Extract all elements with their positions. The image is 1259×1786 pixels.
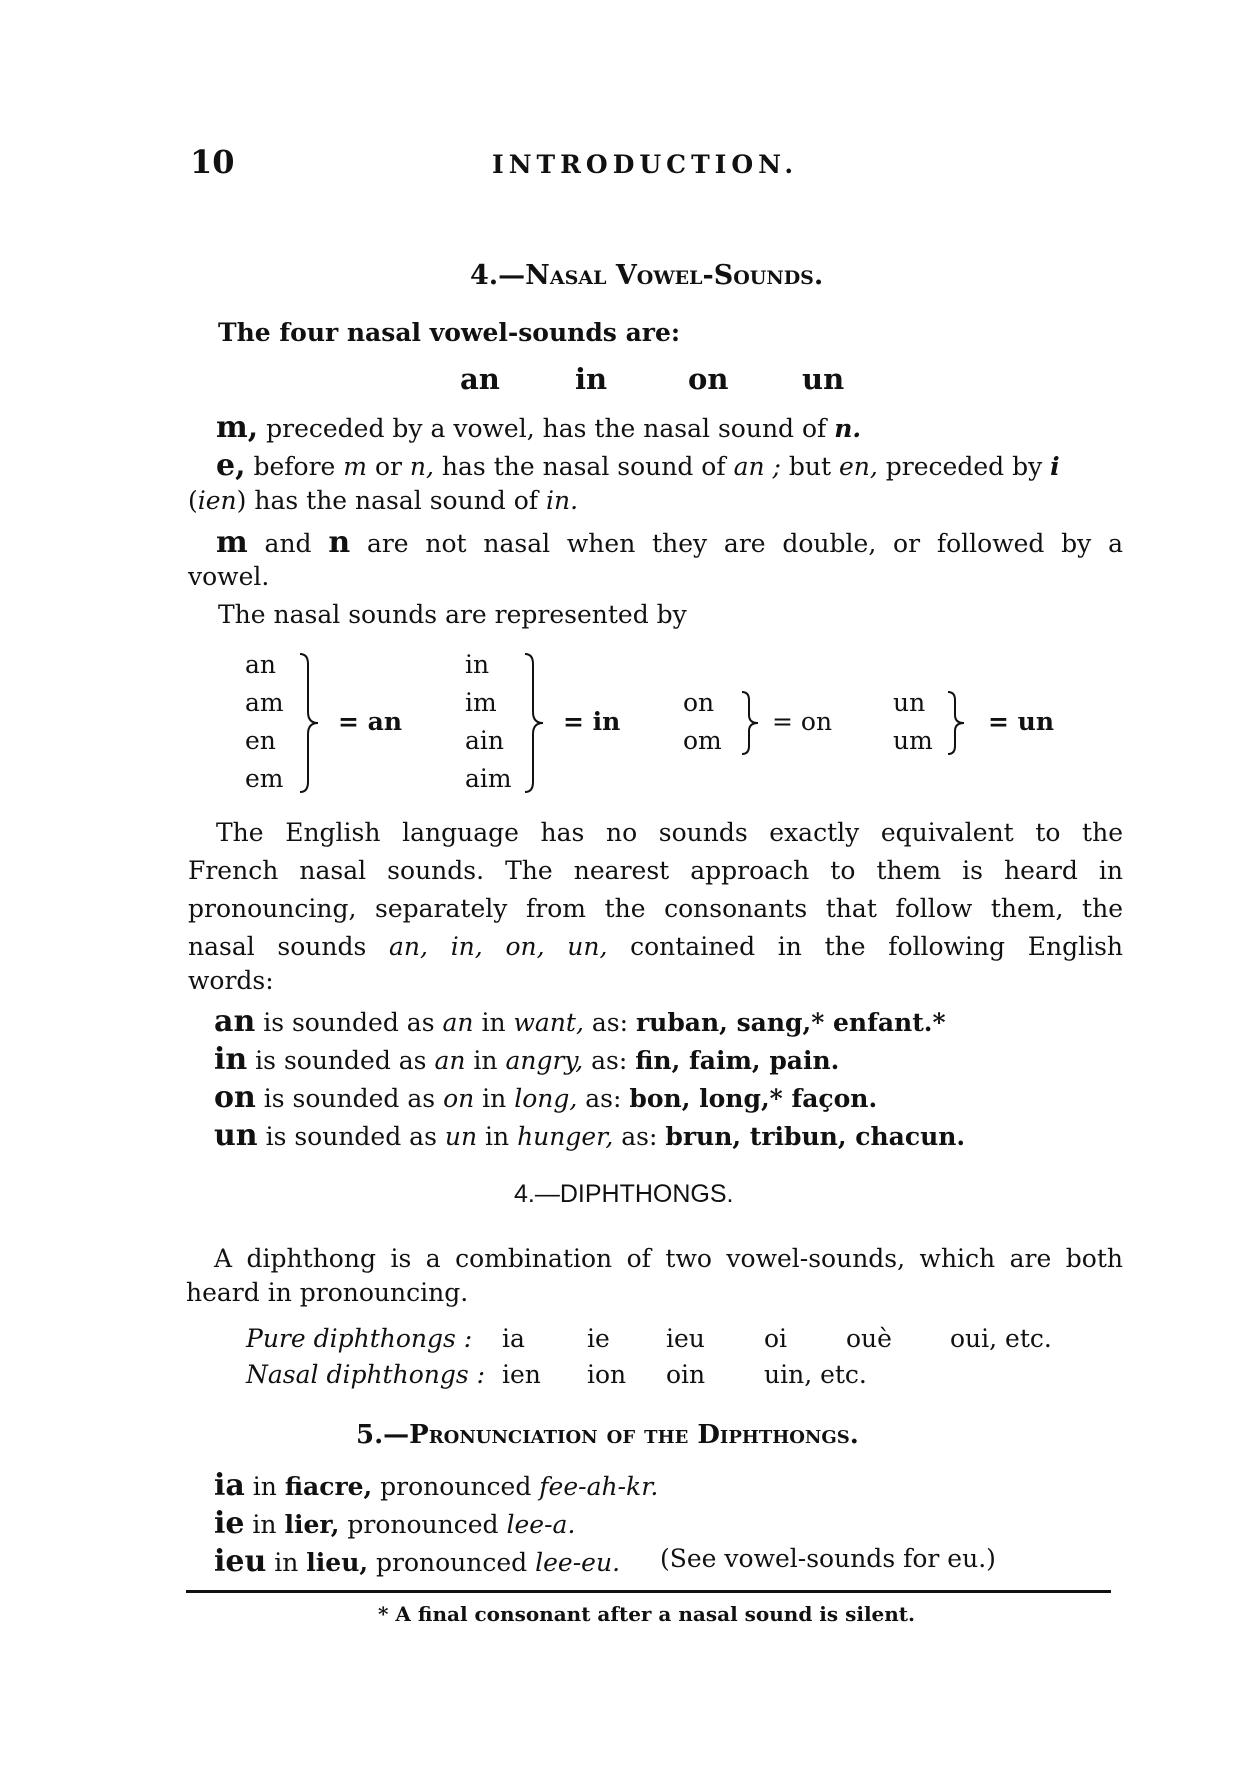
pron-ia-word: fiacre, — [284, 1472, 373, 1501]
rule-m-lead: m, — [216, 410, 259, 445]
nasal-uin: uin, etc. — [764, 1360, 867, 1389]
pron-ieu-lead: ieu — [214, 1544, 267, 1579]
pron-ieu-see-note: (See vowel-sounds for eu.) — [660, 1544, 996, 1573]
english-para-in: in, — [450, 932, 483, 961]
english-para-an: an, — [389, 932, 428, 961]
group4-item-um: um — [893, 726, 933, 755]
nasal-vowel-an: an — [460, 362, 500, 396]
footnote-rule — [186, 1590, 1111, 1593]
english-para-un: un, — [567, 932, 608, 961]
group4-result: = un — [988, 707, 1055, 736]
pure-ie: ie — [587, 1324, 610, 1353]
rule-m — [216, 410, 861, 445]
rule-e-t5: preceded by — [877, 452, 1051, 481]
pure-ia: ia — [502, 1324, 525, 1353]
example-in — [214, 1042, 839, 1077]
english-para-l4a: nasal sounds — [188, 932, 390, 961]
pron-ia-t2: pronounced — [372, 1472, 540, 1501]
english-para-l3: pronouncing, separately from the consonants that follow them, the — [188, 894, 1123, 923]
pron-row-ia — [214, 1468, 658, 1503]
running-title: INTRODUCTION. — [492, 150, 799, 179]
example-un-em2: hunger, — [517, 1122, 614, 1151]
rule-mn-t1: and — [247, 529, 329, 558]
pron-row-ie — [214, 1506, 575, 1541]
english-para-l4 — [188, 928, 1123, 966]
english-para-l5: words: — [188, 966, 274, 995]
nasal-intro: The four nasal vowel-sounds are: — [218, 318, 681, 347]
example-un-t1: is sounded as — [257, 1122, 445, 1151]
rule-e-line2-rest: ) has the nasal sound of — [236, 486, 547, 515]
example-in-em2: angry, — [505, 1046, 584, 1075]
group3-result: = on — [772, 707, 833, 736]
pron-ia-t1: in — [244, 1472, 285, 1501]
rule-e-i: i — [1050, 452, 1060, 481]
rule-e-t2: or — [367, 452, 410, 481]
section-heading-nasal: 4.—Nasal Vowel-Sounds. — [470, 260, 824, 291]
example-on-lead: on — [214, 1080, 256, 1115]
example-in-t1: is sounded as — [247, 1046, 435, 1075]
group2-item-aim: aim — [465, 764, 512, 793]
section-heading-diphthongs: 4.—DIPHTHONGS. — [514, 1180, 734, 1208]
rule-e-t4: but — [780, 452, 839, 481]
example-un-em1: un — [444, 1122, 478, 1151]
example-an-t2: in — [473, 1008, 514, 1037]
group1-item-an: an — [245, 650, 277, 679]
rule-m-em: n. — [834, 414, 862, 443]
example-un-t2: in — [477, 1122, 518, 1151]
nasal-diphthongs-label: Nasal diphthongs : — [246, 1360, 486, 1389]
pron-ieu-t1: in — [266, 1548, 307, 1577]
rule-mn-line2: vowel. — [188, 562, 270, 591]
diph-def-l2: heard in pronouncing. — [186, 1278, 469, 1307]
example-on-em1: on — [443, 1084, 475, 1113]
pure-diphthongs-label: Pure diphthongs : — [246, 1324, 473, 1353]
rule-e-lead: e, — [216, 448, 246, 483]
rule-mn-t2: are not nasal when they are double, or followed by a — [350, 529, 1123, 558]
rule-mn-m: m — [216, 525, 248, 560]
english-para-l2: French nasal sounds. The nearest approach to them is heard in — [188, 856, 1123, 885]
diph-def-l1: A diphthong is a combination of two vowel-sounds, which are both — [214, 1244, 1123, 1273]
section-heading-pronunciation: 5.—Pronunciation of the Diphthongs. — [356, 1420, 859, 1450]
example-un-lead: un — [214, 1118, 258, 1153]
rule-e-m: m — [343, 452, 367, 481]
rule-e-open: ( — [188, 486, 198, 515]
rule-m-text: preceded by a vowel, has the nasal sound of — [258, 414, 835, 443]
example-an-t3: as: — [583, 1008, 636, 1037]
pure-oui: oui, etc. — [950, 1324, 1052, 1353]
example-in-em1: an — [434, 1046, 466, 1075]
rule-e-en: en, — [839, 452, 878, 481]
rule-e-in: in. — [546, 486, 579, 515]
pron-ie-pron: lee-a. — [506, 1510, 576, 1539]
example-in-t2: in — [465, 1046, 506, 1075]
group4-item-un: un — [893, 688, 926, 717]
nasal-oin: oin — [666, 1360, 706, 1389]
pure-ieu: ieu — [666, 1324, 705, 1353]
english-para-on: on, — [505, 932, 545, 961]
group2-brace — [523, 652, 553, 794]
pron-ieu-t2: pronounced — [368, 1548, 536, 1577]
group2-item-in: in — [465, 650, 490, 679]
english-para-l1: The English language has no sounds exactly equivalent to the — [216, 818, 1123, 847]
group2-item-ain: ain — [465, 726, 505, 755]
pron-ieu-pron: lee-eu. — [535, 1548, 621, 1577]
example-un-t3: as: — [613, 1122, 666, 1151]
pron-ie-lead: ie — [214, 1506, 245, 1541]
group4-brace — [946, 690, 972, 756]
example-an-em2: want, — [513, 1008, 584, 1037]
example-on — [214, 1080, 877, 1115]
nasal-vowel-un: un — [802, 362, 845, 396]
example-in-t3: as: — [583, 1046, 636, 1075]
page-number: 10 — [190, 143, 235, 181]
group1-item-am: am — [245, 688, 284, 717]
example-on-t1: is sounded as — [255, 1084, 444, 1113]
group1-item-em: em — [245, 764, 284, 793]
pron-row-ieu — [214, 1544, 620, 1579]
represented-by: The nasal sounds are represented by — [218, 600, 687, 629]
example-on-em2: long, — [514, 1084, 578, 1113]
group1-item-en: en — [245, 726, 276, 755]
group3-item-on: on — [683, 688, 715, 717]
example-an-em1: an — [442, 1008, 474, 1037]
pron-ie-t2: pronounced — [339, 1510, 507, 1539]
group3-item-om: om — [683, 726, 722, 755]
nasal-ien: ien — [502, 1360, 541, 1389]
example-an-lead: an — [214, 1004, 256, 1039]
rule-mn-line1 — [216, 524, 1123, 563]
group2-result: = in — [563, 707, 621, 736]
group1-result: = an — [338, 707, 403, 736]
example-un-words: brun, tribun, chacun. — [665, 1122, 966, 1151]
example-on-t2: in — [474, 1084, 515, 1113]
group2-item-im: im — [465, 688, 497, 717]
rule-e-line1 — [216, 448, 1060, 483]
group1-brace — [298, 652, 328, 794]
rule-e-line2 — [188, 486, 578, 515]
nasal-vowel-on: on — [688, 362, 729, 396]
nasal-ion: ion — [587, 1360, 627, 1389]
rule-e-ien: ien — [197, 486, 237, 515]
pron-ia-lead: ia — [214, 1468, 245, 1503]
pron-ia-pron: fee-ah-kr. — [539, 1472, 659, 1501]
example-in-lead: in — [214, 1042, 248, 1077]
pron-ie-t1: in — [244, 1510, 285, 1539]
example-an-t1: is sounded as — [255, 1008, 443, 1037]
pure-oi: oi — [764, 1324, 788, 1353]
example-an-words: ruban, sang,* enfant.* — [635, 1008, 946, 1037]
rule-e-t1: before — [245, 452, 344, 481]
rule-e-t3: has the nasal sound of — [433, 452, 734, 481]
rule-e-n: n, — [409, 452, 434, 481]
example-un — [214, 1118, 965, 1153]
example-an — [214, 1004, 946, 1039]
group3-brace — [740, 690, 766, 756]
rule-e-an: an ; — [733, 452, 781, 481]
example-in-words: fin, faim, pain. — [635, 1046, 840, 1075]
rule-mn-n: n — [328, 525, 351, 560]
nasal-vowel-in: in — [575, 362, 608, 396]
footnote: * A final consonant after a nasal sound is silent. — [378, 1602, 916, 1626]
pron-ieu-word: lieu, — [306, 1548, 369, 1577]
example-on-words: bon, long,* façon. — [629, 1084, 878, 1113]
pron-ie-word: lier, — [284, 1510, 340, 1539]
pure-oue: ouè — [846, 1324, 892, 1353]
english-para-l4b: contained in the following English — [607, 932, 1124, 961]
example-on-t3: as: — [577, 1084, 630, 1113]
